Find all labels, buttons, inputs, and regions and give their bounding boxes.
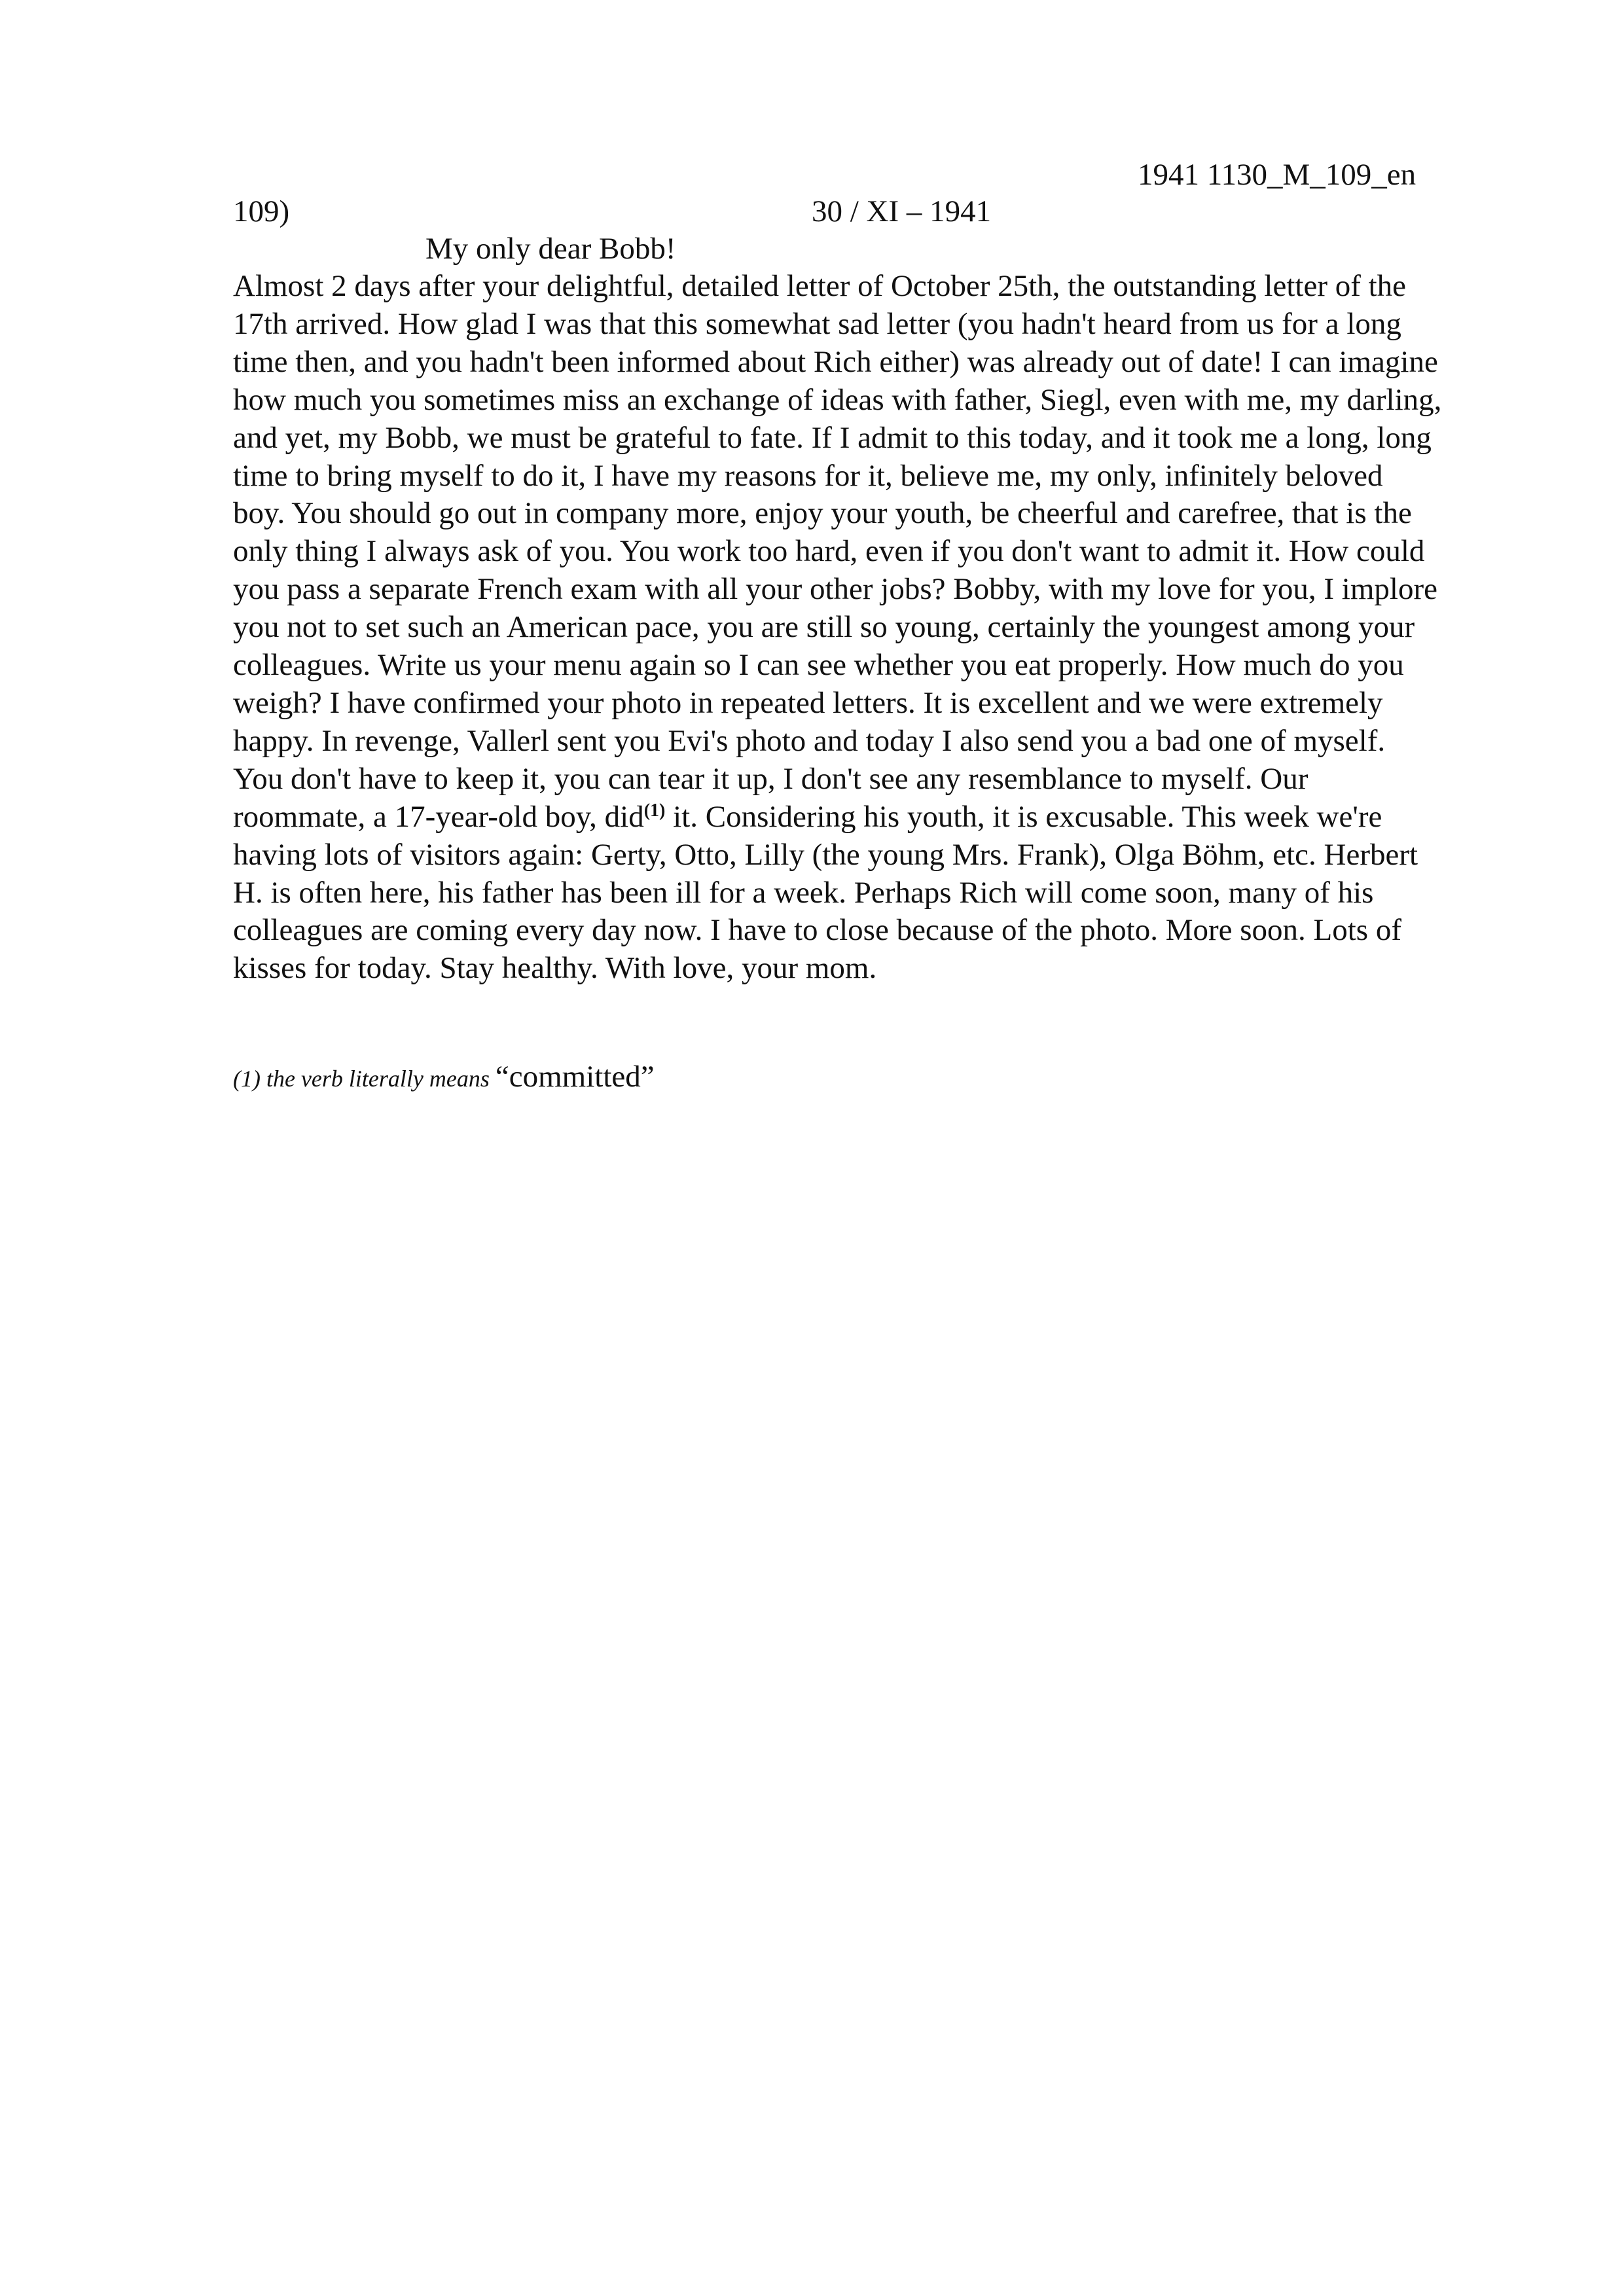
body-line: kisses for today. Stay healthy. With love, your mom. — [233, 951, 877, 986]
footnote — [233, 1058, 655, 1103]
salutation: My only dear Bobb! — [425, 232, 676, 266]
body-line: colleagues are coming every day now. I have to close because of the photo. More soon. Lots of — [233, 913, 1401, 948]
body-line: colleagues. Write us your menu again so I can see whether you eat properly. How much do you — [233, 648, 1404, 683]
footnote-word: “committed” — [495, 1060, 655, 1094]
letter-body — [233, 268, 1529, 988]
body-line: H. is often here, his father has been ill for a week. Perhaps Rich will come soon, many of his — [233, 875, 1374, 910]
body-line: boy. You should go out in company more, enjoy your youth, be cheerful and carefree, that is the — [233, 496, 1412, 531]
body-line: only thing I always ask of you. You work too hard, even if you don't want to admit it. How could — [233, 534, 1425, 569]
body-text-segment: roommate, a 17-year-old boy, did — [233, 799, 644, 834]
body-line-with-footnote — [233, 798, 1529, 836]
body-line: how much you sometimes miss an exchange of ideas with father, Siegl, even with me, my darling, — [233, 382, 1442, 417]
footnote-reference: (1) — [643, 800, 666, 821]
footnote-note: (1) the verb literally means — [233, 1066, 496, 1092]
body-line: weigh? I have confirmed your photo in repeated letters. It is excellent and we were extremely — [233, 685, 1383, 720]
letter-number: 109) — [233, 194, 290, 228]
body-line: you not to set such an American pace, you are still so young, certainly the youngest among your — [233, 610, 1415, 645]
body-line: 17th arrived. How glad I was that this somewhat sad letter (you hadn't heard from us for a long — [233, 306, 1401, 341]
body-line: happy. In revenge, Vallerl sent you Evi's photo and today I also send you a bad one of myself. — [233, 723, 1386, 758]
body-line: time to bring myself to do it, I have my reasons for it, believe me, my only, infinitely beloved — [233, 458, 1383, 493]
body-line: time then, and you hadn't been informed about Rich either) was already out of date! I can imagine — [233, 344, 1438, 379]
body-line: You don't have to keep it, you can tear it up, I don't see any resemblance to myself. Our — [233, 761, 1308, 796]
body-line: you pass a separate French exam with all your other jobs? Bobby, with my love for you, I implore — [233, 572, 1437, 607]
body-text-segment: it. Considering his youth, it is excusable. This week we're — [665, 799, 1382, 834]
body-line: having lots of visitors again: Gerty, Otto, Lilly (the young Mrs. Frank), Olga Böhm, etc. Herbert — [233, 837, 1418, 872]
document-id: 1941 1130_M_109_en — [1138, 158, 1416, 192]
body-line: Almost 2 days after your delightful, detailed letter of October 25th, the outstanding letter of the — [233, 269, 1407, 303]
letter-date: 30 / XI – 1941 — [812, 194, 992, 228]
body-line: and yet, my Bobb, we must be grateful to fate. If I admit to this today, and it took me a long, long — [233, 420, 1432, 455]
